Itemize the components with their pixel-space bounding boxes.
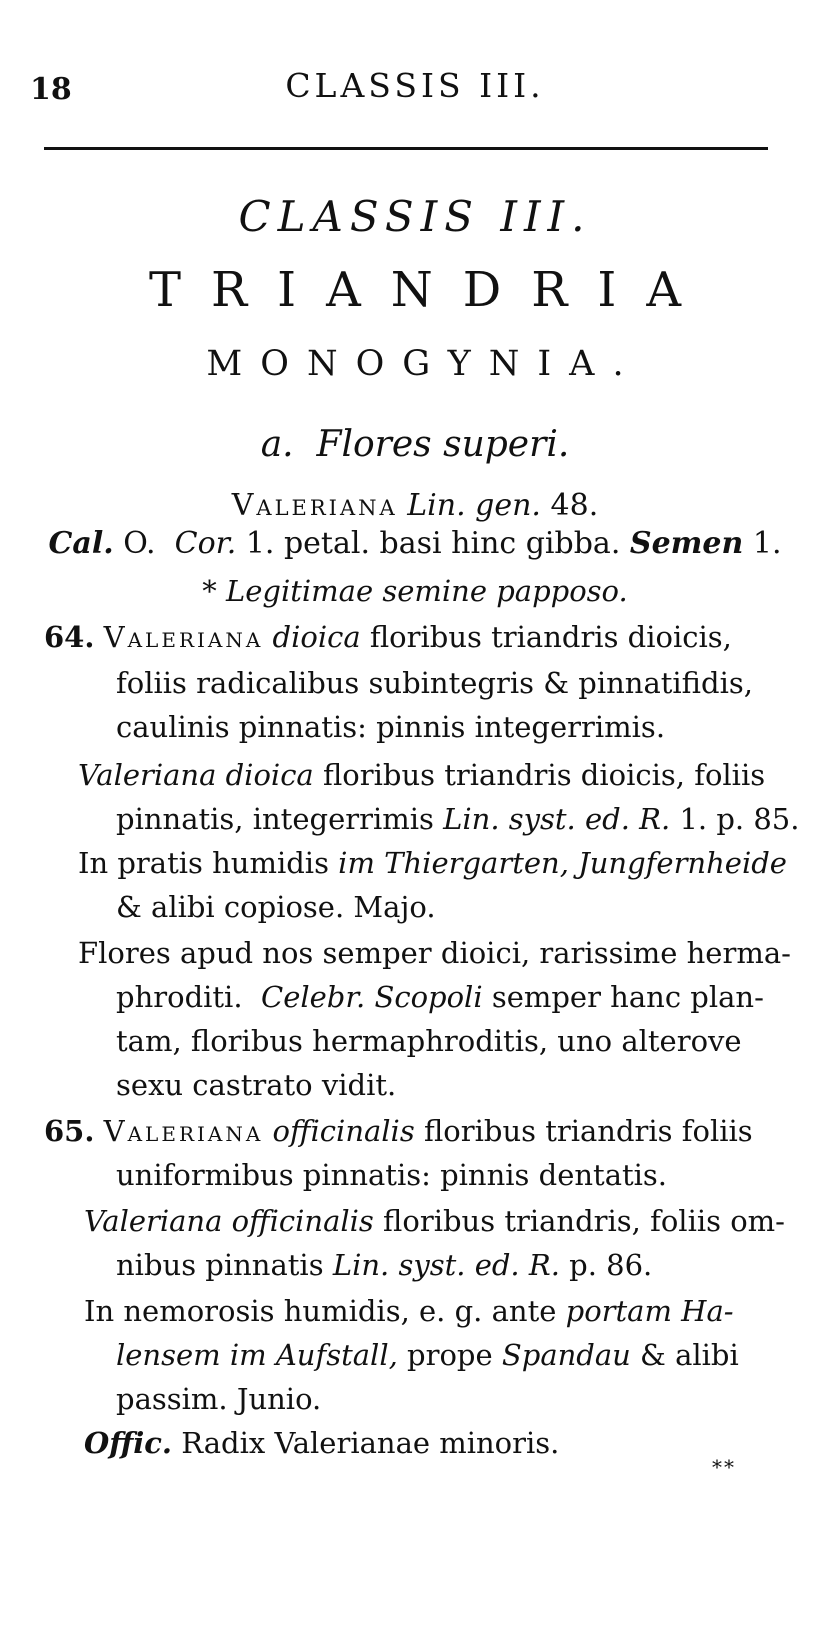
- species-64-note-line4: sexu castrato vidit.: [116, 1068, 397, 1102]
- species-epithet: dioica: [272, 620, 361, 654]
- genus-line: [0, 488, 830, 523]
- char-semen-number: 1.: [752, 526, 782, 561]
- note-authority: Celebr. Scopoli: [261, 980, 483, 1014]
- habitat-locality: Spandau: [501, 1338, 631, 1372]
- species-64-habitat-line1: [78, 846, 787, 881]
- note-text: semper hanc plan-: [491, 980, 764, 1014]
- genus-ref-number: 48.: [550, 488, 599, 523]
- species-65-synonym-line1: [84, 1204, 785, 1239]
- char-semen: Semen: [629, 526, 744, 561]
- species-epithet: officinalis: [272, 1114, 415, 1148]
- species-64-note-line3: tam, floribus hermaphroditis, uno alterove: [116, 1024, 742, 1058]
- class-title: CLASSIS III.: [238, 192, 592, 241]
- genus-character: [0, 526, 830, 561]
- subgroup-star: *: [202, 574, 217, 608]
- subgroup-title: Legitimae semine papposo.: [225, 574, 628, 608]
- header-rule: [44, 147, 768, 150]
- char-cor-text: 1. petal. basi hinc gibba.: [245, 526, 621, 561]
- catchword: **: [712, 1455, 736, 1479]
- synonym-name: Valeriana dioica: [78, 758, 314, 792]
- species-64-synonym-line1: [78, 758, 765, 793]
- species-64-habitat-line2: & alibi copiose. Majo.: [116, 890, 436, 924]
- synonym-text: floribus triandris, foliis om-: [383, 1204, 785, 1238]
- habitat-locality: lensem im Aufstall,: [116, 1338, 398, 1372]
- habitat-text: In nemorosis humidis, e. g. ante: [84, 1294, 557, 1328]
- page-number: 18: [30, 72, 72, 107]
- habitat-text: prope: [407, 1338, 493, 1372]
- synonym-text: pinnatis, integerrimis: [116, 802, 434, 836]
- species-65-habitat-line1: [84, 1294, 734, 1329]
- officinal-text: Radix Valerianae minoris.: [181, 1426, 560, 1460]
- species-64-synonym-line2: [116, 802, 799, 837]
- species-64-line3: caulinis pinnatis: pinnis integerrimis.: [116, 710, 666, 744]
- habitat-locality: portam Ha-: [565, 1294, 734, 1328]
- species-64-line2: foliis radicalibus subintegris & pinnatifidis,: [116, 666, 753, 700]
- species-64-note-line1: Flores apud nos semper dioici, rarissime herma-: [78, 936, 791, 970]
- section-label: a.: [260, 424, 294, 465]
- officinal-label: Offic.: [84, 1426, 173, 1460]
- synonym-page: p. 86.: [569, 1248, 653, 1282]
- note-text: phroditi.: [116, 980, 243, 1014]
- synonym-name: Valeriana officinalis: [84, 1204, 374, 1238]
- synonym-text: floribus triandris dioicis, foliis: [322, 758, 766, 792]
- species-diagnosis: floribus triandris dioicis,: [369, 620, 732, 654]
- species-65-synonym-line2: [116, 1248, 652, 1283]
- running-title: CLASSIS III.: [285, 66, 545, 105]
- habitat-text: & alibi: [640, 1338, 739, 1372]
- species-65-line1: [44, 1114, 753, 1149]
- synonym-text: nibus pinnatis: [116, 1248, 324, 1282]
- species-65-habitat-line3: passim. Junio.: [116, 1382, 322, 1416]
- synonym-reference: Lin. syst. ed. R.: [332, 1248, 560, 1282]
- genus-ref: Lin. gen.: [407, 488, 541, 523]
- genus-name: Valeriana: [231, 488, 398, 523]
- char-o: O.: [123, 526, 156, 561]
- subgroup-heading: [0, 574, 830, 608]
- char-cor: Cor.: [174, 526, 237, 561]
- species-genus: Valeriana: [103, 1114, 264, 1148]
- char-cal: Cal.: [48, 526, 114, 561]
- section-heading: [0, 424, 830, 465]
- order-name: MONOGYNIA.: [206, 344, 642, 384]
- section-title: Flores superi.: [316, 424, 570, 465]
- species-number: 65.: [44, 1114, 95, 1148]
- species-65-line2: uniformibus pinnatis: pinnis dentatis.: [116, 1158, 668, 1192]
- species-number: 64.: [44, 620, 95, 654]
- species-65-officinal: [84, 1426, 559, 1461]
- class-name: TRIANDRIA: [148, 262, 712, 318]
- synonym-reference: Lin. syst. ed. R.: [443, 802, 671, 836]
- habitat-locality: im Thiergarten, Jungfernheide: [338, 846, 787, 880]
- species-65-habitat-line2: [116, 1338, 739, 1373]
- species-genus: Valeriana: [103, 620, 264, 654]
- species-diagnosis: floribus triandris foliis: [423, 1114, 753, 1148]
- species-64-note-line2: [116, 980, 764, 1015]
- species-64-line1: [44, 620, 732, 655]
- synonym-page: 1. p. 85.: [679, 802, 800, 836]
- habitat-text: In pratis humidis: [78, 846, 329, 880]
